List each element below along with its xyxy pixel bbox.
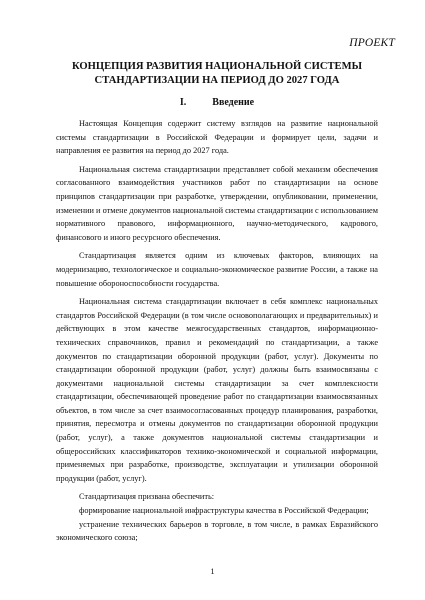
page-number: 1	[210, 566, 215, 576]
section-heading	[56, 97, 378, 108]
paragraph: Национальная система стандартизации включает в себя комплекс национальных стандартов Российской Федерации (в том числе основополагающих и предварительных) и действующих в этом качестве межгосударственных стандартов, информационно-технических справочников, правил и рекомендаций по стандартизации, а также документов по стандартизации оборонной продукции (работ, услуг). Документы по стандартизации оборонной продукции (работ, услуг) должны быть взаимосвязаны с документами национальной системы стандартизации за счет комплексности стандартизации, обеспечивающей проведение работ по стандартизации взаимосвязанных объектов, в том числе за счет взаимосогласованных процедур планирования, разработки, принятия, пересмотра и отмены документов по стандартизации оборонной продукции (работ, услуг), а также документов национальной системы стандартизации и общероссийских классификаторов технико-экономической и социальной информации, применяемых при разработке, производстве, эксплуатации и утилизации оборонной продукции (работ, услуг).	[56, 297, 378, 483]
paragraph: Стандартизация является одним из ключевых факторов, влияющих на модернизацию, технологическое и социально-экономическое развитие России, а также на повышение обороноспособности государства.	[56, 251, 378, 288]
paragraph: Национальная система стандартизации представляет собой механизм обеспечения согласованного взаимодействия участников работ по стандартизации на основе принципов стандартизации при разработке, утверждении, опубликовании, применении, изменении и отмене документов национальной системы стандартизации с использованием нормативного правового, информационного, научно-методического, кадрового, финансового и иного ресурсного обеспечения.	[56, 164, 378, 242]
paragraph: Настоящая Концепция содержит систему взглядов на развитие национальной системы стандартизации в Российской Федерации и формирует цели, задачи и направления ее развития на период до 2027 года.	[56, 119, 378, 156]
list-item: формирование национальной инфраструктуры качества в Российской Федерации;	[79, 506, 369, 516]
document-title	[56, 60, 378, 88]
list-item: устранение технических барьеров в торговле, в том числе, в рамках Евразийского экономического союза;	[56, 519, 378, 543]
title-line-1: КОНЦЕПЦИЯ РАЗВИТИЯ НАЦИОНАЛЬНОЙ СИСТЕМЫ	[71, 61, 363, 72]
section-title: Введение	[212, 97, 255, 108]
draft-stamp: ПРОЕКТ	[349, 37, 395, 49]
paragraph: Стандартизация призвана обеспечить:	[79, 492, 215, 502]
title-line-2: СТАНДАРТИЗАЦИИ НА ПЕРИОД ДО 2027 ГОДА	[94, 75, 340, 86]
section-number: I.	[179, 97, 187, 108]
